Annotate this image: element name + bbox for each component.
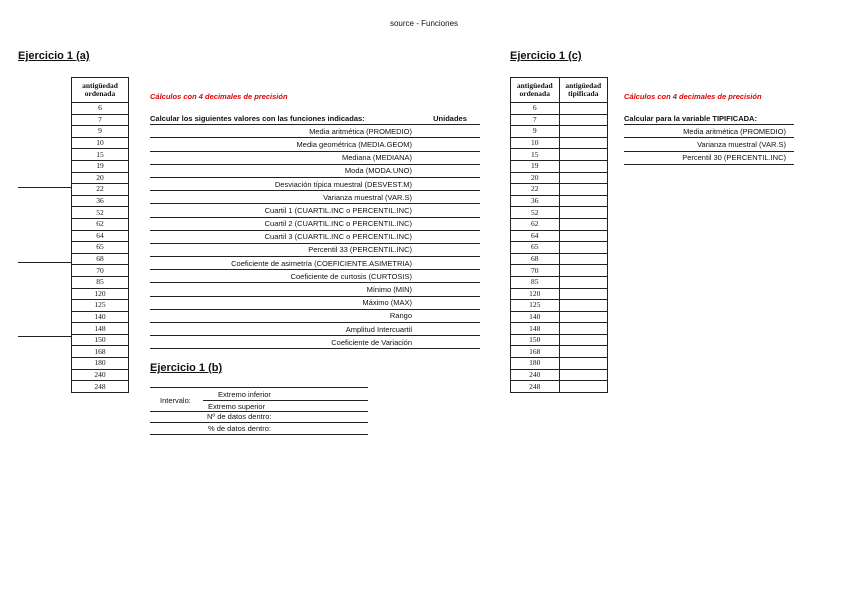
function-row <box>150 283 480 296</box>
interval-table <box>150 387 368 437</box>
data-row <box>72 334 129 346</box>
data-row <box>511 276 608 288</box>
data-cell: 52 <box>511 207 560 219</box>
data-row <box>511 334 608 346</box>
units-cell[interactable] <box>420 283 480 296</box>
standardized-cell[interactable] <box>559 253 608 265</box>
standardized-cell[interactable] <box>559 195 608 207</box>
units-cell[interactable] <box>420 217 480 230</box>
data-cell: 22 <box>511 184 560 196</box>
function-label: Coeficiente de Variación <box>150 336 420 349</box>
divider-line <box>150 434 368 435</box>
function-row <box>150 230 480 243</box>
data-columns-c <box>510 77 608 393</box>
divider-line <box>150 387 368 388</box>
data-row <box>511 311 608 323</box>
function-row <box>624 138 794 151</box>
standardized-cell[interactable] <box>559 288 608 300</box>
data-cell: 6 <box>511 103 560 115</box>
function-row <box>150 138 480 151</box>
function-label: Cuartil 3 (CUARTIL.INC o PERCENTIL.INC) <box>150 230 420 243</box>
function-label: Media geométrica (MEDIA.GEOM) <box>150 138 420 151</box>
data-row <box>72 242 129 254</box>
column-header-ordered <box>511 78 560 103</box>
function-label: Rango <box>150 309 420 322</box>
function-label: Mínimo (MIN) <box>150 283 420 296</box>
data-cell: 65 <box>72 242 129 254</box>
data-cell: 148 <box>72 323 129 335</box>
data-row <box>511 137 608 149</box>
function-row <box>150 177 480 190</box>
function-label: Cuartil 2 (CUARTIL.INC o PERCENTIL.INC) <box>150 217 420 230</box>
data-cell: 240 <box>72 369 129 381</box>
data-cell: 36 <box>511 195 560 207</box>
section-c-title: Ejercicio 1 (c) <box>510 50 582 62</box>
divider-line <box>150 422 368 423</box>
data-cell: 85 <box>511 276 560 288</box>
divider-line <box>18 336 71 337</box>
divider-line <box>203 400 368 401</box>
standardized-cell[interactable] <box>559 276 608 288</box>
function-label: Amplitud Intercuartil <box>150 323 420 336</box>
functions-table-header <box>150 112 480 125</box>
data-cell: 36 <box>72 195 129 207</box>
units-cell[interactable] <box>420 323 480 336</box>
functions-table-a <box>150 112 480 349</box>
data-row <box>72 253 129 265</box>
data-row <box>72 160 129 172</box>
data-cell: 65 <box>511 242 560 254</box>
data-row <box>72 184 129 196</box>
units-cell[interactable] <box>420 125 480 138</box>
data-cell: 120 <box>511 288 560 300</box>
data-row <box>72 126 129 138</box>
data-row <box>511 103 608 115</box>
column-header-line-1: antigüedad <box>516 81 553 90</box>
data-cell: 180 <box>511 358 560 370</box>
data-row <box>511 160 608 172</box>
units-cell[interactable] <box>420 336 480 349</box>
units-cell[interactable] <box>420 138 480 151</box>
data-cell: 6 <box>72 103 129 115</box>
data-row <box>72 218 129 230</box>
data-row <box>511 323 608 335</box>
function-label: Desviación típica muestral (DESVEST.M) <box>150 177 420 190</box>
function-row <box>150 257 480 270</box>
column-header-line-1: antigüedad <box>565 81 602 90</box>
percent-inside-label: % de datos dentro: <box>208 424 271 433</box>
data-row <box>72 103 129 115</box>
standardized-cell[interactable] <box>559 300 608 312</box>
data-cell: 19 <box>72 160 129 172</box>
function-label: Varianza muestral (VAR.S) <box>150 191 420 204</box>
function-row <box>150 323 480 336</box>
function-row <box>150 204 480 217</box>
data-cell: 10 <box>72 137 129 149</box>
data-cell: 248 <box>72 381 129 393</box>
data-row <box>511 288 608 300</box>
data-row <box>72 288 129 300</box>
standardized-cell[interactable] <box>559 184 608 196</box>
section-b-title: Ejercicio 1 (b) <box>150 362 223 374</box>
standardized-cell[interactable] <box>559 323 608 335</box>
data-cell: 68 <box>72 253 129 265</box>
data-cell: 168 <box>72 346 129 358</box>
data-row <box>511 230 608 242</box>
data-cell: 148 <box>511 323 560 335</box>
function-label: Mediana (MEDIANA) <box>150 151 420 164</box>
interval-label: Intervalo: <box>160 396 191 405</box>
data-row <box>511 369 608 381</box>
units-cell[interactable] <box>420 296 480 309</box>
data-cell: 240 <box>511 369 560 381</box>
data-cell: 20 <box>511 172 560 184</box>
data-row <box>72 195 129 207</box>
function-row <box>150 125 480 138</box>
standardized-cell[interactable] <box>559 369 608 381</box>
data-row <box>511 381 608 393</box>
data-row <box>511 172 608 184</box>
section-a-title: Ejercicio 1 (a) <box>18 50 90 62</box>
data-cell: 7 <box>72 114 129 126</box>
units-cell[interactable] <box>420 164 480 177</box>
data-cell: 168 <box>511 346 560 358</box>
standardized-cell[interactable] <box>559 218 608 230</box>
data-cell: 248 <box>511 381 560 393</box>
data-row <box>72 265 129 277</box>
function-label: Coeficiente de curtosis (CURTOSIS) <box>150 270 420 283</box>
standardized-cell[interactable] <box>559 265 608 277</box>
functions-table-header <box>624 112 794 125</box>
functions-header-label: Calcular los siguientes valores con las funciones indicadas: <box>150 112 420 125</box>
data-row <box>511 253 608 265</box>
data-cell: 140 <box>72 311 129 323</box>
standardized-cell[interactable] <box>559 346 608 358</box>
data-cell: 15 <box>72 149 129 161</box>
function-row <box>150 243 480 256</box>
column-header-line-2: tipificada <box>568 89 599 98</box>
column-header-line-1: antigüedad <box>82 81 118 90</box>
standardized-cell[interactable] <box>559 381 608 393</box>
data-cell: 20 <box>72 172 129 184</box>
data-row <box>72 311 129 323</box>
data-row <box>72 300 129 312</box>
data-cell: 62 <box>511 218 560 230</box>
data-cell: 64 <box>511 230 560 242</box>
function-row <box>150 309 480 322</box>
units-cell[interactable] <box>420 191 480 204</box>
functions-table-c <box>624 112 794 165</box>
function-label: Coeficiente de asimetría (COEFICIENTE.ASIMETRIA) <box>150 257 420 270</box>
function-row <box>150 151 480 164</box>
precision-note-a: Cálculos con 4 decimales de precisión <box>150 92 288 101</box>
function-label: Media aritmética (PROMEDIO) <box>624 125 794 138</box>
data-cell: 9 <box>72 126 129 138</box>
standardized-cell[interactable] <box>559 103 608 115</box>
data-cell: 22 <box>72 184 129 196</box>
standardized-cell[interactable] <box>559 160 608 172</box>
function-label: Percentil 30 (PERCENTIL.INC) <box>624 151 794 164</box>
data-row <box>511 242 608 254</box>
divider-line <box>18 262 71 263</box>
function-row <box>624 151 794 164</box>
standardized-cell[interactable] <box>559 149 608 161</box>
function-row <box>150 336 480 349</box>
data-row <box>72 276 129 288</box>
data-cell: 125 <box>72 300 129 312</box>
data-row <box>72 381 129 393</box>
standardized-cell[interactable] <box>559 242 608 254</box>
divider-line <box>18 187 71 188</box>
standardized-cell[interactable] <box>559 114 608 126</box>
column-header-line-2: ordenada <box>84 89 116 98</box>
data-cell: 68 <box>511 253 560 265</box>
data-row <box>511 149 608 161</box>
functions-header-label: Calcular para la variable TIPIFICADA: <box>624 112 794 125</box>
function-label: Cuartil 1 (CUARTIL.INC o PERCENTIL.INC) <box>150 204 420 217</box>
standardized-cell[interactable] <box>559 311 608 323</box>
data-row <box>511 265 608 277</box>
data-row <box>511 195 608 207</box>
function-row <box>150 191 480 204</box>
units-cell[interactable] <box>420 309 480 322</box>
units-header: Unidades <box>420 112 480 125</box>
units-cell[interactable] <box>420 243 480 256</box>
data-cell: 9 <box>511 126 560 138</box>
data-row <box>511 184 608 196</box>
data-row <box>72 346 129 358</box>
data-cell: 85 <box>72 276 129 288</box>
data-cell: 62 <box>72 218 129 230</box>
standardized-cell[interactable] <box>559 172 608 184</box>
data-row <box>72 207 129 219</box>
function-label: Varianza muestral (VAR.S) <box>624 138 794 151</box>
data-row <box>72 230 129 242</box>
standardized-cell[interactable] <box>559 126 608 138</box>
upper-bound-label: Extremo superior <box>208 402 266 411</box>
data-row <box>511 358 608 370</box>
units-cell[interactable] <box>420 270 480 283</box>
data-cell: 64 <box>72 230 129 242</box>
data-cell: 15 <box>511 149 560 161</box>
column-header-standardized <box>559 78 608 103</box>
column-header-line-2: ordenada <box>519 89 550 98</box>
units-cell[interactable] <box>420 151 480 164</box>
data-cell: 150 <box>511 334 560 346</box>
units-cell[interactable] <box>420 177 480 190</box>
lower-bound-label: Extremo inferior <box>218 390 271 399</box>
data-column-a <box>71 77 129 393</box>
data-cell: 19 <box>511 160 560 172</box>
data-row <box>511 300 608 312</box>
data-row <box>72 172 129 184</box>
function-label: Moda (MODA.UNO) <box>150 164 420 177</box>
data-row <box>511 114 608 126</box>
data-cell: 140 <box>511 311 560 323</box>
units-cell[interactable] <box>420 230 480 243</box>
data-row <box>72 137 129 149</box>
standardized-cell[interactable] <box>559 334 608 346</box>
data-cell: 52 <box>72 207 129 219</box>
data-cell: 180 <box>72 358 129 370</box>
standardized-cell[interactable] <box>559 207 608 219</box>
data-row <box>511 346 608 358</box>
data-row <box>511 218 608 230</box>
function-row <box>150 296 480 309</box>
page-title: source - Funciones <box>389 19 459 28</box>
data-cell: 10 <box>511 137 560 149</box>
data-cell: 7 <box>511 114 560 126</box>
data-cell: 125 <box>511 300 560 312</box>
standardized-cell[interactable] <box>559 137 608 149</box>
data-row <box>72 369 129 381</box>
function-label: Máximo (MAX) <box>150 296 420 309</box>
function-row <box>150 164 480 177</box>
function-label: Media aritmética (PROMEDIO) <box>150 125 420 138</box>
data-row <box>72 149 129 161</box>
precision-note-c: Cálculos con 4 decimales de precisión <box>624 92 762 101</box>
data-row <box>511 207 608 219</box>
data-cell: 120 <box>72 288 129 300</box>
data-cell: 150 <box>72 334 129 346</box>
function-label: Percentil 33 (PERCENTIL.INC) <box>150 243 420 256</box>
data-row <box>511 126 608 138</box>
data-cell: 70 <box>72 265 129 277</box>
units-cell[interactable] <box>420 204 480 217</box>
data-row <box>72 358 129 370</box>
function-row <box>150 270 480 283</box>
data-row <box>72 323 129 335</box>
standardized-cell[interactable] <box>559 358 608 370</box>
function-row <box>150 217 480 230</box>
count-inside-label: Nº de datos dentro: <box>207 412 272 421</box>
standardized-cell[interactable] <box>559 230 608 242</box>
function-row <box>624 125 794 138</box>
units-cell[interactable] <box>420 257 480 270</box>
column-header-a <box>72 78 129 103</box>
data-row <box>72 114 129 126</box>
data-cell: 70 <box>511 265 560 277</box>
